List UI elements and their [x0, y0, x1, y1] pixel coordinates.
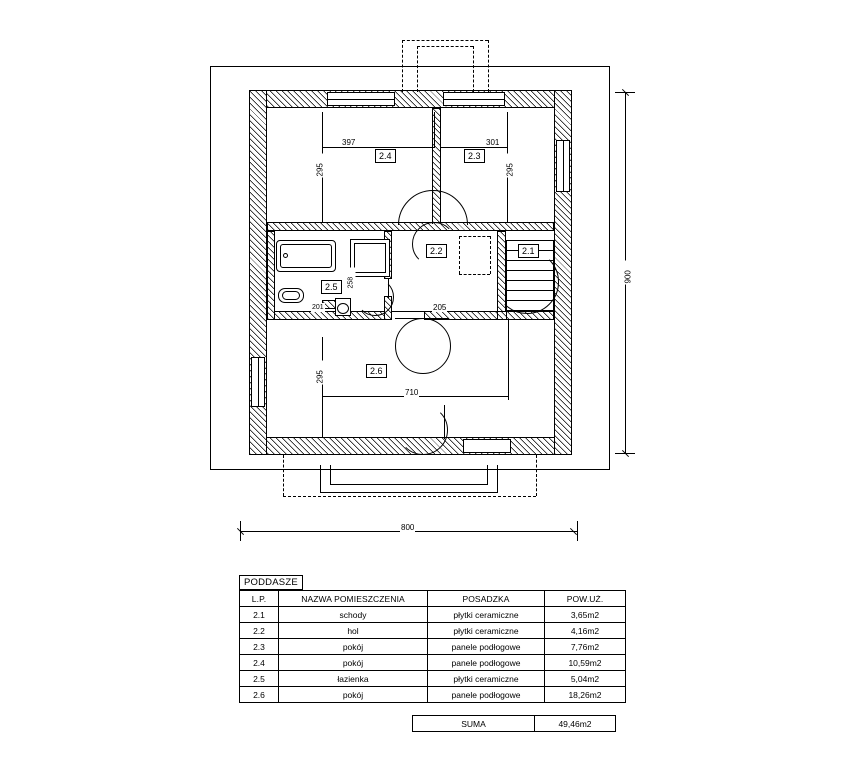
- table-row: [240, 671, 626, 687]
- window-top-left-mullion: [327, 99, 395, 100]
- cell-name: pokój: [279, 639, 428, 655]
- door-leaf-room-26: [395, 318, 449, 319]
- table-title: PODDASZE: [239, 575, 303, 590]
- cell-area: 4,16m2: [545, 623, 626, 639]
- cell-name: łazienka: [279, 671, 428, 687]
- dim-text-295-room26: 295: [316, 361, 325, 385]
- dormer-inner-top: [417, 46, 473, 47]
- cell-name: schody: [279, 607, 428, 623]
- dormer-outline-left: [402, 40, 403, 92]
- dim-text-710: 710: [405, 388, 419, 397]
- dim-text-295-left: 295: [316, 154, 325, 178]
- room-tag-2-6: 2.6: [366, 364, 387, 378]
- overall-dim-text-height: 900: [624, 261, 633, 285]
- summary-table: [412, 715, 616, 732]
- overall-dim-ext-left: [240, 521, 241, 541]
- header-floor: POSADZKA: [428, 591, 545, 607]
- door-leaf-room-24: [432, 190, 433, 224]
- roof-outline-bottom: [283, 496, 536, 497]
- cell-floor: panele podłogowe: [428, 655, 545, 671]
- roof-outline-bottom-left: [283, 455, 284, 496]
- stair-stringer: [497, 240, 498, 320]
- summary-label: SUMA: [413, 716, 535, 732]
- cell-floor: płytki ceramiczne: [428, 671, 545, 687]
- cell-name: hol: [279, 623, 428, 639]
- dim-text-301: 301: [486, 138, 500, 147]
- balcony-door-opening: [463, 439, 511, 453]
- overall-dim-ext-top: [615, 92, 635, 93]
- overall-dim-ext-right: [577, 521, 578, 541]
- overall-dim-text-width: 800: [401, 523, 415, 532]
- bathtub-drain: [283, 253, 288, 258]
- room-tag-2-4: 2.4: [375, 149, 396, 163]
- window-top-right-mullion: [443, 99, 505, 100]
- cell-lp: 2.5: [240, 671, 279, 687]
- cell-lp: 2.6: [240, 687, 279, 703]
- dim-ext-397-right: [434, 112, 435, 148]
- stair-opening-dash-right: [490, 236, 491, 274]
- interior-wall-stair-left: [497, 231, 506, 320]
- cell-floor: płytki ceramiczne: [428, 623, 545, 639]
- cell-name: pokój: [279, 687, 428, 703]
- cell-area: 3,65m2: [545, 607, 626, 623]
- dormer-outline-top: [402, 40, 488, 41]
- dormer-inner-right: [473, 46, 474, 92]
- roof-outline-bottom-right: [536, 455, 537, 496]
- summary-row: [413, 716, 616, 732]
- table-row: [240, 655, 626, 671]
- room-tag-2-1: 2.1: [518, 244, 539, 258]
- window-right-mullion: [563, 140, 564, 192]
- dim-ext-710-right: [508, 320, 509, 400]
- entry-step-inner: [330, 465, 488, 485]
- exterior-wall-top: [249, 90, 572, 108]
- overall-dim-ext-bottom: [615, 453, 635, 454]
- dormer-inner-left: [417, 46, 418, 92]
- stair-opening-dash-bottom: [459, 274, 490, 275]
- dim-text-295-right: 295: [506, 154, 515, 178]
- dim-text-397: 397: [342, 138, 356, 147]
- room-schedule: [239, 572, 626, 732]
- cell-name: pokój: [279, 655, 428, 671]
- cell-lp: 2.2: [240, 623, 279, 639]
- toilet-bowl: [337, 303, 349, 314]
- header-area: POW.UŻ.: [545, 591, 626, 607]
- door-leaf-room-23: [412, 222, 454, 223]
- dim-line-295-room26: [322, 337, 323, 437]
- door-leaf-bathroom: [388, 278, 389, 298]
- stair-tread: [506, 260, 554, 261]
- cell-area: 18,26m2: [545, 687, 626, 703]
- summary-value: 49,46m2: [535, 716, 616, 732]
- axis-line-top: [210, 66, 610, 67]
- dim-text-205: 205: [433, 303, 447, 312]
- shower-inner: [354, 243, 386, 273]
- window-left-mullion: [258, 357, 259, 407]
- dormer-outline-right: [488, 40, 489, 92]
- cell-lp: 2.1: [240, 607, 279, 623]
- cell-floor: panele podłogowe: [428, 639, 545, 655]
- washbasin-inner: [282, 291, 300, 300]
- cell-floor: płytki ceramiczne: [428, 607, 545, 623]
- cell-lp: 2.3: [240, 639, 279, 655]
- room-tag-2-5: 2.5: [321, 280, 342, 294]
- stair-opening-dash-left: [459, 236, 460, 274]
- door-leaf-entry: [444, 405, 445, 439]
- interior-wall-bathroom-left: [267, 231, 275, 320]
- table-row: [240, 687, 626, 703]
- dim-line-397: [322, 147, 434, 148]
- header-room-name: NAZWA POMIESZCZENIA: [279, 591, 428, 607]
- door-swing-entry: [398, 405, 448, 455]
- stair-opening-dash-top: [459, 236, 490, 237]
- dim-line-301: [441, 147, 507, 148]
- room-schedule-table: [239, 590, 626, 703]
- room-tag-2-3: 2.3: [464, 149, 485, 163]
- cell-floor: panele podłogowe: [428, 687, 545, 703]
- cell-lp: 2.4: [240, 655, 279, 671]
- dim-text-258: 258: [347, 268, 356, 290]
- table-row: [240, 639, 626, 655]
- cell-area: 7,76m2: [545, 639, 626, 655]
- table-row: [240, 623, 626, 639]
- room-tag-2-2: 2.2: [426, 244, 447, 258]
- cell-area: 10,59m2: [545, 655, 626, 671]
- axis-line-right: [609, 66, 610, 470]
- dim-text-201: 201: [312, 304, 324, 311]
- table-header-row: [240, 591, 626, 607]
- door-swing-room-26: [395, 318, 451, 374]
- cell-area: 5,04m2: [545, 671, 626, 687]
- header-lp: L.P.: [240, 591, 279, 607]
- table-row: [240, 607, 626, 623]
- axis-line-left: [210, 66, 211, 470]
